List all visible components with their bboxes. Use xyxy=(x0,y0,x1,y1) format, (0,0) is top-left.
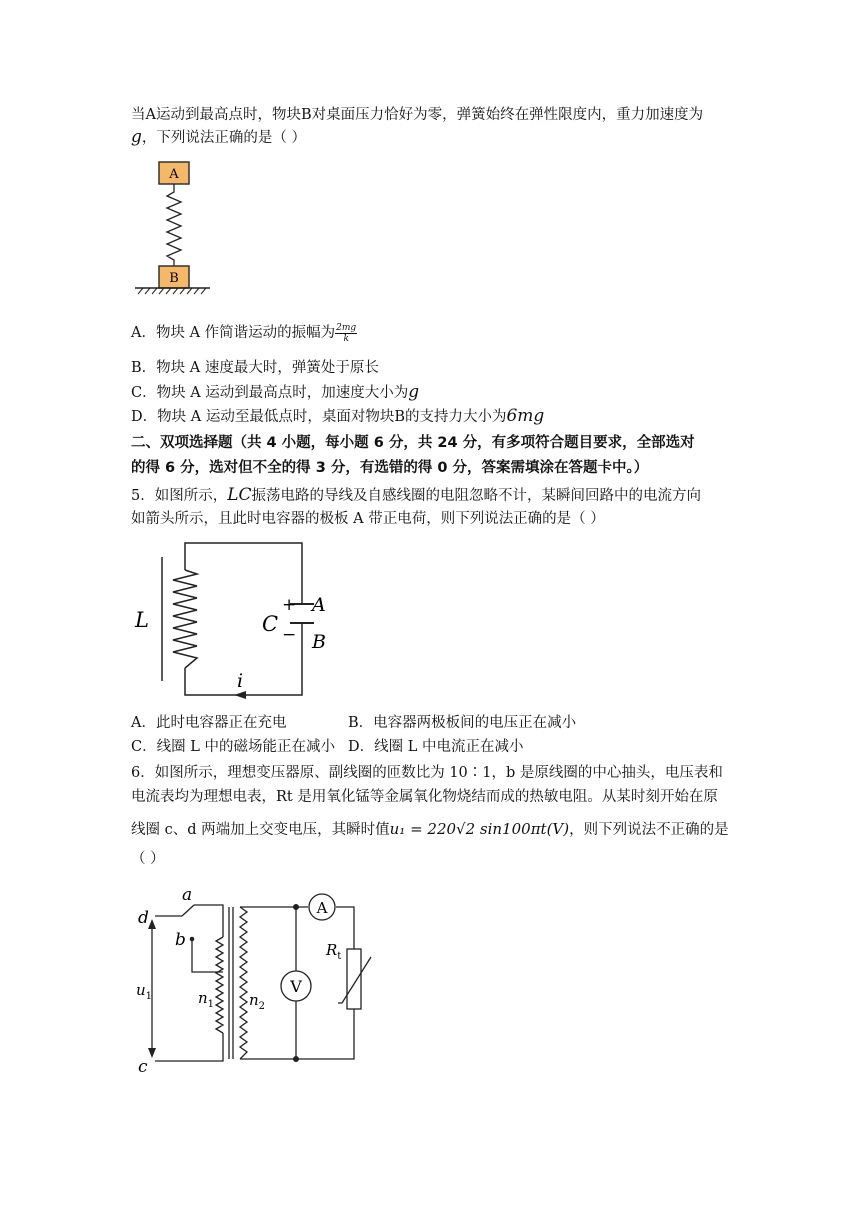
primary-wire-a xyxy=(194,905,223,937)
q4-option-b: B．物块 A 速度最大时，弹簧处于原长 xyxy=(131,360,379,376)
q6-stem-line1: 6．如图所示，理想变压器原、副线圈的匝数比为 10∶1，b 是原线圈的中心抽头，电压表和 xyxy=(131,765,723,781)
junction-top xyxy=(293,904,299,910)
secondary-wire-right xyxy=(336,907,354,949)
q4-stem-line1: 当A运动到最高点时，物块B对桌面压力恰好为零，弹簧始终在弹性限度内，重力加速度为 xyxy=(131,107,704,123)
ammeter-label: A xyxy=(316,899,328,917)
section-2-heading-line2: 的得 6 分，选对但不全的得 3 分，有选错的得 0 分，答案需填涂在答题卡中。） xyxy=(131,460,649,476)
secondary-n2-label: $n_2$ xyxy=(249,991,266,1012)
section-2-heading-line1: 二、双项选择题（共 4 小题，每小题 6 分，共 24 分，有多项符合题目要求，全部选对 xyxy=(131,435,695,451)
switch-blade xyxy=(182,905,194,916)
thermistor-body xyxy=(347,949,361,1009)
q5-option-d: D．线圈 L 中电流正在减小 xyxy=(348,739,524,755)
terminal-d-label: d xyxy=(138,908,149,928)
voltmeter-label: V xyxy=(290,977,302,996)
inductor-coil xyxy=(173,570,197,668)
spring-block-figure xyxy=(130,160,220,300)
plate-a-label: A xyxy=(312,594,326,616)
q5-option-c: C．线圈 L 中的磁场能正在减小 xyxy=(131,739,335,755)
secondary-coil xyxy=(240,907,247,1059)
terminal-c-label: c xyxy=(138,1057,148,1077)
capacitor-label: C xyxy=(262,612,279,636)
secondary-wire-right-bottom xyxy=(240,1009,354,1059)
q5-stem-line2: 如箭头所示，且此时电容器的极板 A 带正电荷，则下列说法正确的是（ ） xyxy=(131,511,605,527)
lc-circuit-figure xyxy=(130,535,350,705)
amplitude-fraction: $\frac{2mg}{k}$ xyxy=(336,322,357,344)
transformer-circuit-figure xyxy=(130,885,370,1080)
current-arrow xyxy=(234,691,246,699)
inductor-label: L xyxy=(135,608,149,632)
plate-b-label: B xyxy=(312,631,326,653)
voltage-arrow-head-bottom xyxy=(148,1048,156,1058)
table-hatching xyxy=(138,288,206,294)
minus-sign: − xyxy=(282,625,297,645)
spring xyxy=(167,184,181,266)
q6-stem-line2: 电流表均为理想电表，Rt 是用氧化锰等金属氧化物烧结而成的热敏电阻。从某时刻开始在原 xyxy=(131,789,718,805)
primary-wire-bottom xyxy=(155,1033,223,1061)
q4-option-d: D．物块 A 运动至最低点时，桌面对物块B的支持力大小为6mg xyxy=(131,406,545,426)
terminal-a-label: a xyxy=(182,885,193,905)
q6-stem-line4: （ ） xyxy=(131,851,165,867)
junction-bottom xyxy=(293,1056,299,1062)
q5-option-a: A．此时电容器正在充电 xyxy=(131,715,287,731)
q4-option-a: A．物块 A 作简谐运动的振幅为 $\frac{2mg}{k}$ xyxy=(131,322,357,344)
q4-stem-line2: g，下列说法正确的是（ ） xyxy=(131,127,306,147)
tap-b-label: b xyxy=(175,930,186,950)
q6-stem-line3: 线圈 c、d 两端加上交变电压，其瞬时值u₁ = 220√2 sin100πt(V)，则下列说法不正确的是 xyxy=(131,820,729,838)
thermistor-line xyxy=(338,957,371,1003)
q5-option-b: B．电容器两极板间的电压正在减小 xyxy=(348,715,577,731)
thermistor-label: $R_t$ xyxy=(326,941,342,962)
block-a-label: A xyxy=(169,167,179,182)
plus-sign: + xyxy=(282,595,297,615)
q4-option-c: C．物块 A 运动到最高点时，加速度大小为g xyxy=(131,382,420,402)
current-label: i xyxy=(237,670,244,692)
block-b-label: B xyxy=(169,271,179,286)
primary-n1-label: $n_1$ xyxy=(198,989,215,1010)
primary-coil xyxy=(216,937,223,1033)
voltage-u1-label: $u_1$ xyxy=(136,981,153,1002)
q5-stem-line1: 5．如图所示，LC振荡电路的导线及自感线圈的电阻忽略不计，某瞬间回路中的电流方向 xyxy=(131,485,702,505)
tap-point-b xyxy=(190,937,195,942)
voltage-formula: u₁ = 220√2 sin100πt(V) xyxy=(389,820,570,838)
voltage-arrow-head-top xyxy=(148,919,156,929)
